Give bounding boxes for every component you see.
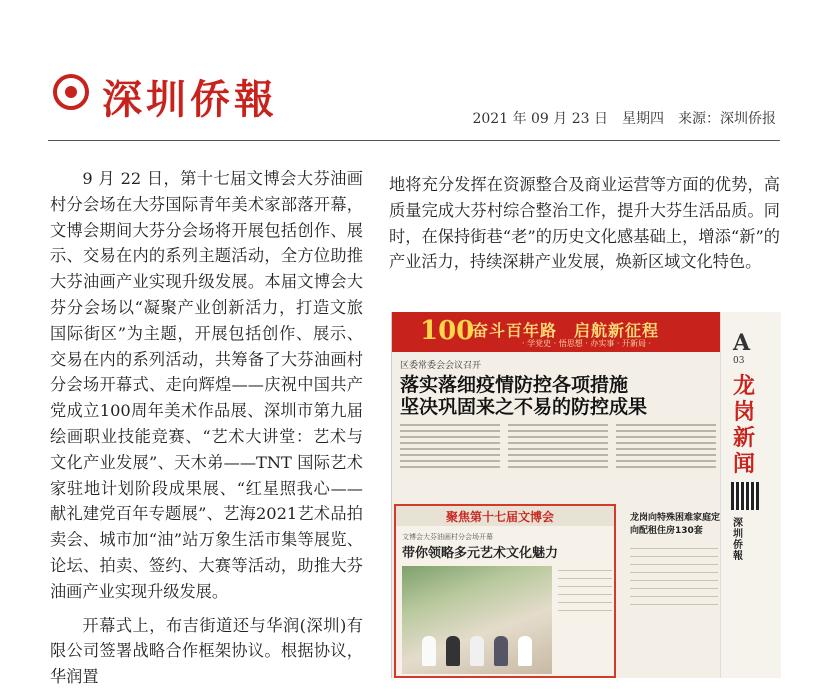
event-photo: [402, 566, 552, 674]
news-headline: 落实落细疫情防控各项措施: [400, 374, 629, 396]
text-block: [400, 436, 500, 438]
text-block: [616, 442, 716, 444]
news-headline: 坚决巩固来之不易的防控成果: [400, 396, 648, 418]
expo-banner: [396, 506, 614, 526]
text-block: [616, 436, 716, 438]
text-block: [508, 424, 608, 426]
banner-number: 100: [420, 316, 475, 346]
article-paragraph: 开幕式上，布吉街道还与华润(深圳)有限公司签署战略合作框架协议。根据协议，华润置: [50, 615, 363, 687]
text-block: [400, 448, 500, 450]
page-number: 03: [733, 356, 745, 366]
section-letter: A: [733, 330, 751, 356]
text-block: [630, 572, 718, 573]
article-left-column: [50, 166, 363, 690]
text-block: [400, 442, 500, 444]
person-figure: [446, 636, 460, 666]
text-block: [616, 430, 716, 432]
masthead: [0, 0, 830, 142]
newspaper-logo-text: 深圳侨報: [102, 76, 278, 123]
text-block: [508, 454, 608, 456]
text-block: [508, 436, 608, 438]
banner-subtitle: · 学党史 · 悟思想 · 办实事 · 开新局 ·: [522, 339, 652, 348]
text-block: [630, 564, 718, 565]
sidebar-brand: 深圳侨報: [733, 518, 743, 562]
text-block: [630, 604, 718, 605]
text-block: [508, 460, 608, 462]
text-block: [558, 586, 612, 587]
banner-slogan: 奋斗百年路 启航新征程: [472, 321, 660, 340]
text-block: [616, 424, 716, 426]
text-block: [630, 556, 718, 557]
article-paragraph: 地将充分发挥在资源整合及商业运营等方面的优势，高质量完成大芬村综合整治工作，提升大芬生活品质。同时，在保持街巷“老”的历史文化感基础上，增添“新”的产业活力，持续深耕产业发展，焕新区域文化特色。: [389, 175, 780, 272]
person-figure: [470, 636, 484, 666]
newspaper-logo-icon: [53, 74, 89, 110]
text-block: [400, 460, 500, 462]
text-block: [630, 596, 718, 597]
person-figure: [422, 636, 436, 666]
newspaper-page-image: [391, 312, 781, 678]
section-title: 龙岗新闻: [733, 374, 756, 477]
text-block: [616, 448, 716, 450]
party-centenary-banner: [392, 312, 722, 352]
text-block: [558, 602, 612, 603]
expo-banner-text: 聚焦第十七届文博会: [446, 510, 555, 524]
page-sidebar: [720, 312, 781, 678]
text-block: [558, 594, 612, 595]
person-figure: [518, 636, 532, 666]
text-block: [558, 610, 612, 611]
news-kicker: 区委常委会会议召开: [400, 361, 482, 371]
text-block: [558, 578, 612, 579]
text-block: [558, 570, 612, 571]
header-rule: [48, 140, 780, 141]
right-headline: 龙岗向特殊困难家庭定向配租住房130套: [630, 513, 721, 536]
expo-title: 带你领略多元艺术文化魅力: [402, 546, 559, 561]
text-block: [616, 460, 716, 462]
text-block: [616, 466, 716, 468]
text-block: [630, 548, 718, 549]
text-block: [400, 424, 500, 426]
text-block: [616, 454, 716, 456]
dateline: 2021 年 09 月 23 日 星期四 来源：深圳侨报: [472, 111, 776, 127]
person-figure: [494, 636, 508, 666]
text-block: [400, 430, 500, 432]
text-block: [400, 454, 500, 456]
text-block: [630, 580, 718, 581]
text-block: [508, 448, 608, 450]
text-block: [508, 442, 608, 444]
article-paragraph: 9 月 22 日，第十七届文博会大芬油画村分会场在大芬国际青年美术家部落开幕，文博会期间大芬分会场将开展包括创作、展示、交易在内的系列主题活动，全方位助推大芬油画产业实现升级发展。本届文博会大芬分会场以“凝聚产业创新活力，打造文旅国际街区”为主题，开展包括创作、展示、交易在内的系列活动，共筹备了大芬油画村分会场开幕式、走向辉煌——庆祝中国共产党成立100周年美术作品展、深圳市第九届绘画职业技能竞赛、“艺术大讲堂：艺术与文化产业发展”、天木弟——TNT 国际艺术家驻地计划阶段成果展、“红星照我心——献礼建党百年专题展”、艺海2021艺术品拍卖会、城市加“油”站万象生活市集等展览、论坛、拍卖、签约、大赛等活动，助推大芬油画产业实现升级发展。: [50, 169, 363, 601]
expo-kicker: 文博会大芬油画村分会场开幕: [402, 533, 493, 541]
text-block: [508, 430, 608, 432]
text-block: [630, 588, 718, 589]
text-block: [400, 466, 500, 468]
qr-code-icon: [731, 482, 759, 510]
expo-feature-box: [394, 504, 616, 678]
text-block: [508, 466, 608, 468]
article-right-column: [389, 172, 780, 275]
